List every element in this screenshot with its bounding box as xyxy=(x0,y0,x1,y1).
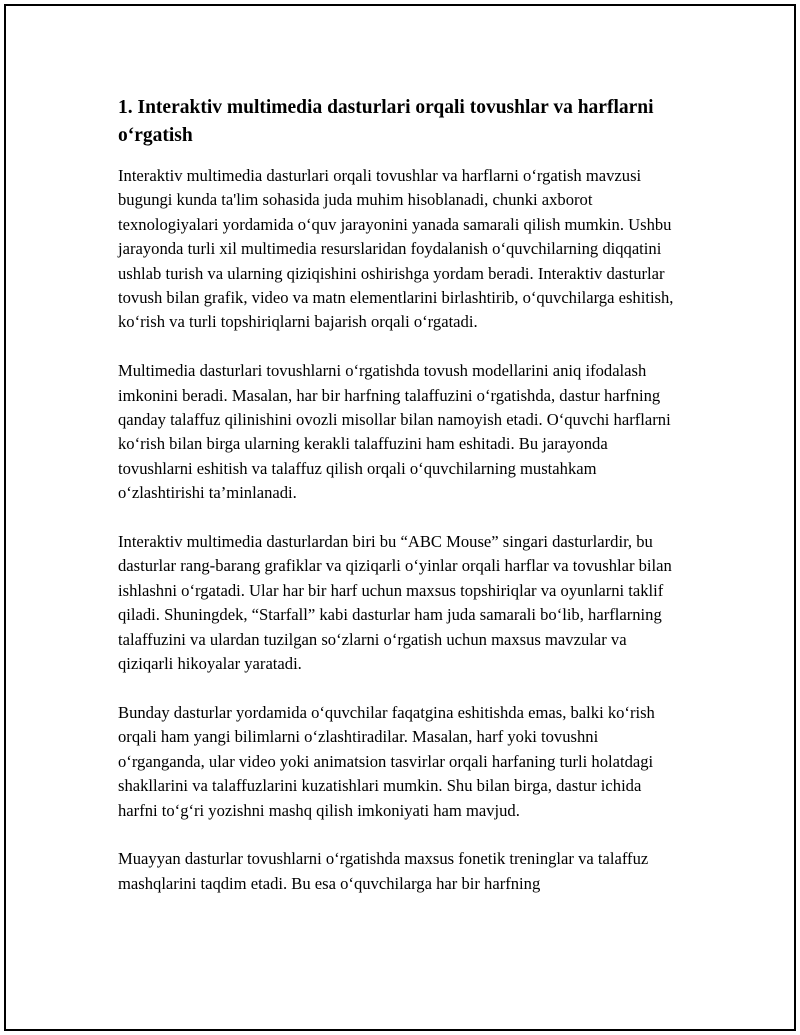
paragraph-4: Bunday dasturlar yordamida o‘quvchilar faqatgina eshitishda emas, balki ko‘rish orqali ham yangi bilimlarni o‘zlashtiradilar. Masalan, harf yoki tovushni o‘rganganda, ular video yoki animatsion tasvirlar orqali harfaning turli holatdagi shakllarini va talaffuzlarini kuzatishlari mumkin. Shu bilan birga, dastur ichida harfni to‘g‘ri yozishni mashq qilish imkoniyati ham mavjud. xyxy=(118,702,655,820)
paragraph-1: Interaktiv multimedia dasturlari orqali tovushlar va harflarni o‘rgatish mavzusi bugungi kunda ta'lim sohasida juda muhim hisoblanadi, chunki axborot texnologiyalari yordamida o‘quv jarayonini yanada samarali qilish mumkin. Ushbu jarayonda turli xil multimedia resurslaridan foydalanish o‘quvchilarning diqqatini ushlab turish va ularning qiziqishini oshirishga yordam beradi. Interaktiv dasturlar tovush bilan grafik, video va matn elementlarini birlashtirib, o‘quvchilarga eshitish, ko‘rish va turli topshiriqlarni bajarish orqali o‘rgatadi. xyxy=(118,166,674,332)
paragraph-5: Muayyan dasturlar tovushlarni o‘rgatishda maxsus fonetik treninglar va talaffuz mashqlarini taqdim etadi. Bu esa o‘quvchilarga har bir harfning xyxy=(118,849,649,893)
paragraph-3: Interaktiv multimedia dasturlardan biri bu “ABC Mouse” singari dasturlardir, bu dasturlar rang-barang grafiklar va qiziqarli o‘yinlar orqali harflar va tovushlar bilan ishlashni o‘rgatadi. Ular har bir harf uchun maxsus topshiriqlar va oyunlarni taklif qiladi. Shuningdek, “Starfall” kabi dasturlar ham juda samarali bo‘lib, harflarning talaffuzini va ulardan tuzilgan so‘zlarni o‘rgatish uchun maxsus mavzular va qiziqarli hikoyalar yaratadi. xyxy=(118,532,672,674)
section-heading: 1. Interaktiv multimedia dasturlari orqali tovushlar va harflarni o‘rgatish xyxy=(118,97,654,146)
document-body xyxy=(118,94,682,921)
paragraph-2: Multimedia dasturlari tovushlarni o‘rgatishda tovush modellarini aniq ifodalash imkonini beradi. Masalan, har bir harfning talaffuzini o‘rgatishda, dastur harfning qanday talaffuz qilinishini ovozli misollar bilan namoyish etadi. O‘quvchi harflarni ko‘rish bilan birga ularning kerakli talaffuzini ham eshitadi. Bu jarayonda tovushlarni eshitish va talaffuz qilish orqali o‘quvchilarning mustahkam o‘zlashtirishi ta’minlanadi. xyxy=(118,361,671,503)
